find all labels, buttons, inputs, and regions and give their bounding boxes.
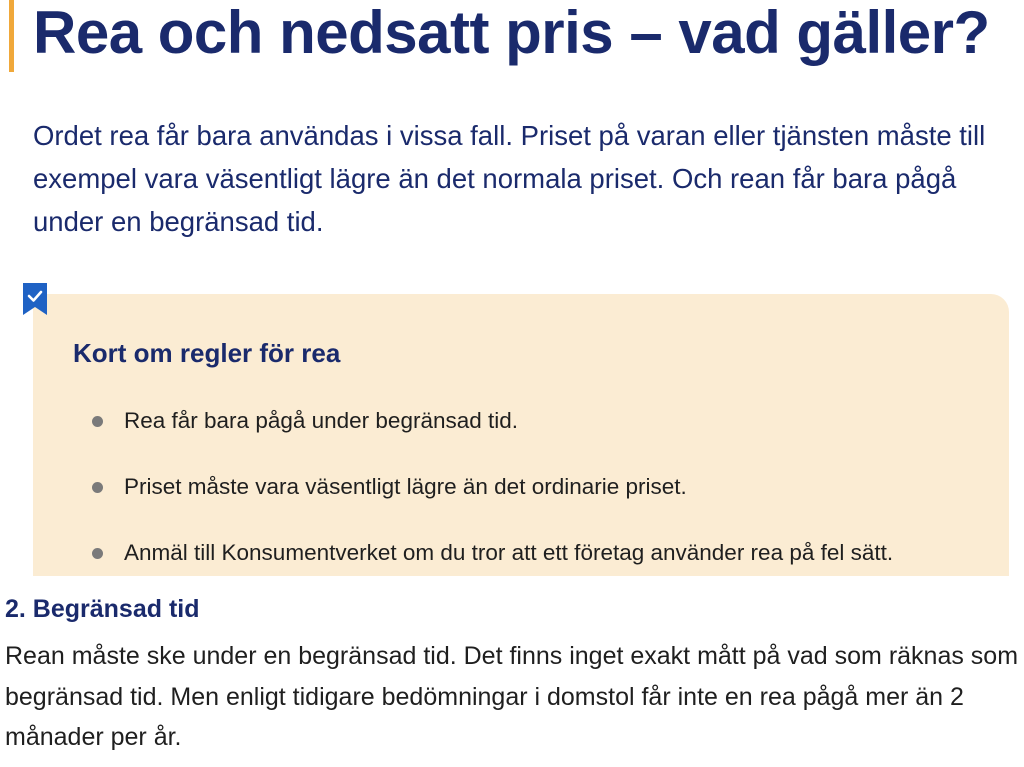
bullet-icon	[92, 416, 103, 427]
section-body: Rean måste ske under en begränsad tid. Det finns inget exakt mått på vad som räknas som begränsad tid. Men enligt tidigare bedömningar i domstol får inte en rea pågå mer än 2 månader per år.	[5, 642, 1019, 751]
checkmark-bookmark-icon	[21, 283, 49, 315]
summary-item-text: Rea får bara pågå under begränsad tid.	[124, 408, 519, 433]
bullet-icon	[92, 482, 103, 493]
page-title: Rea och nedsatt pris – vad gäller?	[33, 0, 990, 66]
title-accent-bar	[9, 0, 14, 72]
intro-paragraph: Ordet rea får bara användas i vissa fall. Priset på varan eller tjänsten måste till exempel vara väsentligt lägre än det normala priset. Och rean får bara pågå under en begränsad tid.	[33, 120, 986, 237]
summary-item-text: Priset måste vara väsentligt lägre än det ordinarie priset.	[124, 474, 687, 499]
summary-list-item	[33, 530, 893, 596]
summary-list-item	[33, 398, 893, 464]
summary-box	[33, 294, 1009, 576]
summary-list	[33, 398, 893, 596]
summary-item-text: Anmäl till Konsumentverket om du tror att ett företag använder rea på fel sätt.	[124, 540, 894, 565]
summary-heading: Kort om regler för rea	[73, 338, 341, 368]
bullet-icon	[92, 548, 103, 559]
summary-list-item	[33, 464, 893, 530]
section-heading: 2. Begränsad tid	[5, 595, 200, 623]
